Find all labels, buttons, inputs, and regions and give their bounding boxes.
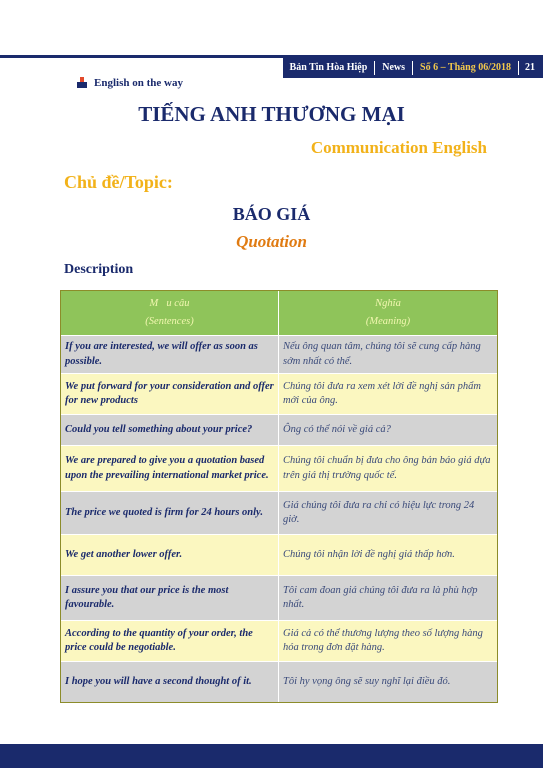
article-subtitle: Communication English xyxy=(310,138,487,157)
sentence-en: We put forward for your consideration and offer for new products xyxy=(61,374,279,414)
footer-bar xyxy=(0,744,543,768)
section-name: News xyxy=(375,61,413,75)
sentence-vn: Chúng tôi đưa ra xem xét lời đề nghị sản phẩm mới của ông. xyxy=(279,374,497,414)
article-title: TIẾNG ANH THƯƠNG MẠI xyxy=(138,102,405,126)
header-sentences xyxy=(61,291,279,335)
description-label: Description xyxy=(64,262,134,277)
sentence-en: According to the quantity of your order, the price could be negotiable. xyxy=(61,621,279,661)
book-hand-icon xyxy=(76,77,88,89)
sentence-vn: Chúng tôi chuẩn bị đưa cho ông bản báo giá dựa trên giá thị trường quốc tế. xyxy=(279,446,497,491)
header-sentences-line1: M u câu xyxy=(149,298,190,309)
sentence-en: I hope you will have a second thought of it. xyxy=(61,662,279,702)
sentence-vn: Tôi cam đoan giá chúng tôi đưa ra là phù hợp nhất. xyxy=(279,576,497,620)
sentence-en: Could you tell something about your price? xyxy=(61,415,279,445)
section-tag xyxy=(76,77,183,89)
sentence-vn: Giá cả có thể thương lượng theo số lượng hàng hóa trong đơn đặt hàng. xyxy=(279,621,497,661)
table-row xyxy=(61,661,497,702)
sentence-en: The price we quoted is firm for 24 hours only. xyxy=(61,492,279,534)
sentence-vn: Nếu ông quan tâm, chúng tôi sẽ cung cấp hàng sớm nhất có thể. xyxy=(279,336,497,373)
sentence-vn: Tôi hy vọng ông sẽ suy nghĩ lại điều đó. xyxy=(279,662,497,702)
table-row xyxy=(61,335,497,373)
sentence-en: We get another lower offer. xyxy=(61,535,279,575)
table-row xyxy=(61,373,497,414)
sentence-vn: Giá chúng tôi đưa ra chỉ có hiệu lực trong 24 giờ. xyxy=(279,492,497,534)
header-meaning xyxy=(279,291,497,335)
sentence-en: If you are interested, we will offer as soon as possible. xyxy=(61,336,279,373)
table-row xyxy=(61,491,497,534)
phrase-table xyxy=(60,290,498,703)
sentence-en: I assure you that our price is the most favourable. xyxy=(61,576,279,620)
issue-label: Số 6 – Tháng 06/2018 xyxy=(413,61,519,75)
table-row xyxy=(61,575,497,620)
header-meaning-line2: (Meaning) xyxy=(365,316,411,327)
sentence-en: We are prepared to give you a quotation based upon the prevailing international market price. xyxy=(61,446,279,491)
table-row xyxy=(61,620,497,661)
topic-english: Quotation xyxy=(236,232,307,251)
topic-label: Chủ đề/Topic: xyxy=(64,172,173,192)
header-meaning-line1: Nghĩa xyxy=(375,298,401,309)
section-tag-label: English on the way xyxy=(94,77,183,89)
table-row xyxy=(61,445,497,491)
sentence-vn: Ông có thể nói về giá cả? xyxy=(279,415,497,445)
table-row xyxy=(61,414,497,445)
topic-vietnamese: BÁO GIÁ xyxy=(232,204,311,224)
publication-name: Bản Tin Hòa Hiệp xyxy=(283,61,376,75)
table-header-row xyxy=(61,291,497,335)
page-number: 21 xyxy=(525,62,535,73)
page-header xyxy=(283,58,543,78)
sentence-vn: Chúng tôi nhận lời đề nghị giá thấp hơn. xyxy=(279,535,497,575)
table-row xyxy=(61,534,497,575)
header-sentences-line2: (Sentences) xyxy=(145,316,194,327)
